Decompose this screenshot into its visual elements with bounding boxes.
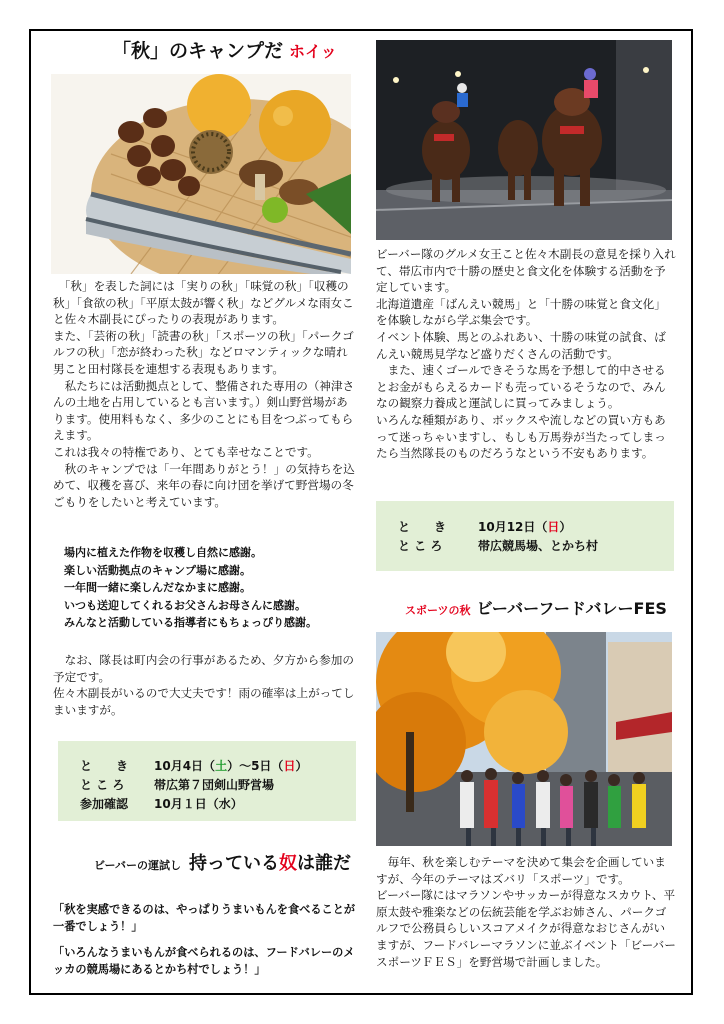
autumn-food-photo	[51, 74, 351, 274]
race-paragraph: また、速くゴールできそうな馬を予想して的中させるとお金がもらえるカードも売っているそうなので、みんなの観察力養成と運試しに買ってみましょう。	[376, 363, 666, 411]
race-paragraph: ビーバー隊のグルメ女王こと佐々木副長の意見を採り入れて、帯広市内で十勝の歴史と食文化を体験する活動を予定しています。	[376, 247, 676, 295]
thanks-item: みんなと活動している指導者にもちょっぴり感謝。	[64, 616, 317, 629]
thanks-item: いつも送迎してくれるお父さんお母さんに感謝。	[64, 598, 306, 612]
sports-main: ビーバーフードバレーFES	[476, 599, 667, 618]
sports-fes-title	[405, 596, 667, 619]
intro-paragraph: これは我々の特権であり、とても幸せなことです。	[53, 444, 319, 459]
intro-paragraph: また、「芸術の秋」「読書の秋」「スポーツの秋」「パークゴルフの秋」「恋が終わった秋」などロマンティックな晴れ男こと田村隊長を連想する表現もあります。	[53, 328, 354, 376]
title-accent: ホイッ	[289, 42, 337, 61]
intro-paragraph: 「秋」を表した詞には「実りの秋」「味覚の秋」「収穫の秋」「食欲の秋」「平原太鼓が響く秋」などグルメな雨女こと佐々木副長にぴったりの表現があります。	[53, 279, 354, 327]
note-paragraph: なお、隊長は町内会の行事があるため、夕方から参加の予定です。	[53, 653, 354, 684]
horse-race-text	[376, 246, 676, 462]
where-label: と こ ろ	[80, 778, 125, 792]
intro-paragraph: 私たちには活動拠点として、整備された専用の（神津さんの土地を占用しているとも言います。）剣山野営場があります。使用料もなく、多少のことにも目をつぶってもらえます。	[53, 378, 355, 443]
quote: 「秋を実感できるのは、やっぱりうまいもんを食べることが一番でしょう！」	[53, 903, 356, 933]
intro-paragraph: 秋のキャンプでは「一年間ありがとう！」の気持ちを込めて、収穫を喜び、来年の春に向け団を挙げて野営場の冬ごもりをしたいと考えています。	[53, 461, 355, 509]
when-value: 10月12日（日）	[478, 520, 572, 534]
sports-paragraph: ビーバー隊にはマラソンやサッカーが得意なスカウト、平原太鼓や雅楽などの伝統芸能を学ぶお姉さん、パークゴルフで公務員らしいスコアメイクが得意なおじさんがいますが、フードバレーマラソンに並ぶイベント「ビーバースポーツＦＥＳ」を野営場で計画しました。	[376, 888, 676, 969]
race-info-box	[376, 501, 674, 571]
luck-prefix: ビーバーの運試し	[94, 859, 182, 872]
sports-prefix: スポーツの秋	[405, 604, 471, 617]
when-label: と き	[80, 759, 129, 773]
camp-info-box	[58, 741, 356, 821]
sports-text	[376, 854, 676, 970]
race-paragraph: 北海道遺産「ばんえい競馬」と「十勝の味覚と食文化」を体験しながら学ぶ集会です。	[376, 296, 666, 328]
marathon-photo	[376, 632, 672, 846]
intro-text	[53, 278, 357, 510]
quote: 「いろんなうまいもんが食べられるのは、フードバレーのメッカの競馬場にあるとかち村でしょう！」	[53, 946, 355, 976]
luck-main: 持っている奴は誰だ	[189, 853, 352, 874]
thanks-item: 場内に植えた作物を収穫し自然に感謝。	[64, 546, 262, 559]
quotes	[53, 901, 357, 978]
autumn-camp-title	[112, 36, 337, 63]
where-value: 帯広第７団剣山野営場	[154, 778, 275, 792]
thanks-list	[64, 544, 356, 632]
when-value: 10月4日（土）～5日（日）	[154, 759, 308, 773]
sports-paragraph: 毎年、秋を楽しむテーマを決めて集会を企画していますが、今年のテーマはズバリ「スポーツ」です。	[376, 855, 666, 886]
race-paragraph: イベント体験、馬とのふれあい、十勝の味覚の試食、ばんえい競馬見学など盛りだくさんの活動です。	[376, 329, 666, 361]
thanks-item: 一年間一緒に楽しんだなかまに感謝。	[64, 581, 251, 594]
horse-race-photo	[376, 40, 672, 240]
luck-title	[94, 849, 351, 875]
where-value: 帯広競馬場、とかち村	[478, 539, 599, 553]
when-label: と き	[398, 520, 447, 534]
confirm-label: 参加確認	[80, 797, 129, 811]
note-paragraph: 佐々木副長がいるので大丈夫です！雨の確率は上がってしまいますが。	[53, 686, 355, 717]
title-main: 「秋」のキャンプだ	[112, 40, 284, 62]
race-paragraph: いろんな種類があり、ボックスや流しなどの買い方もあって迷っちゃいますし、もしも万馬券が当たってしまったら当然隊長のものだろうなという不安もあります。	[376, 412, 666, 461]
thanks-item: 楽しい活動拠点のキャンプ場に感謝。	[64, 563, 251, 577]
note-text	[53, 652, 357, 718]
where-label: と こ ろ	[398, 539, 443, 553]
confirm-value: 10月１日（水）	[154, 797, 243, 811]
